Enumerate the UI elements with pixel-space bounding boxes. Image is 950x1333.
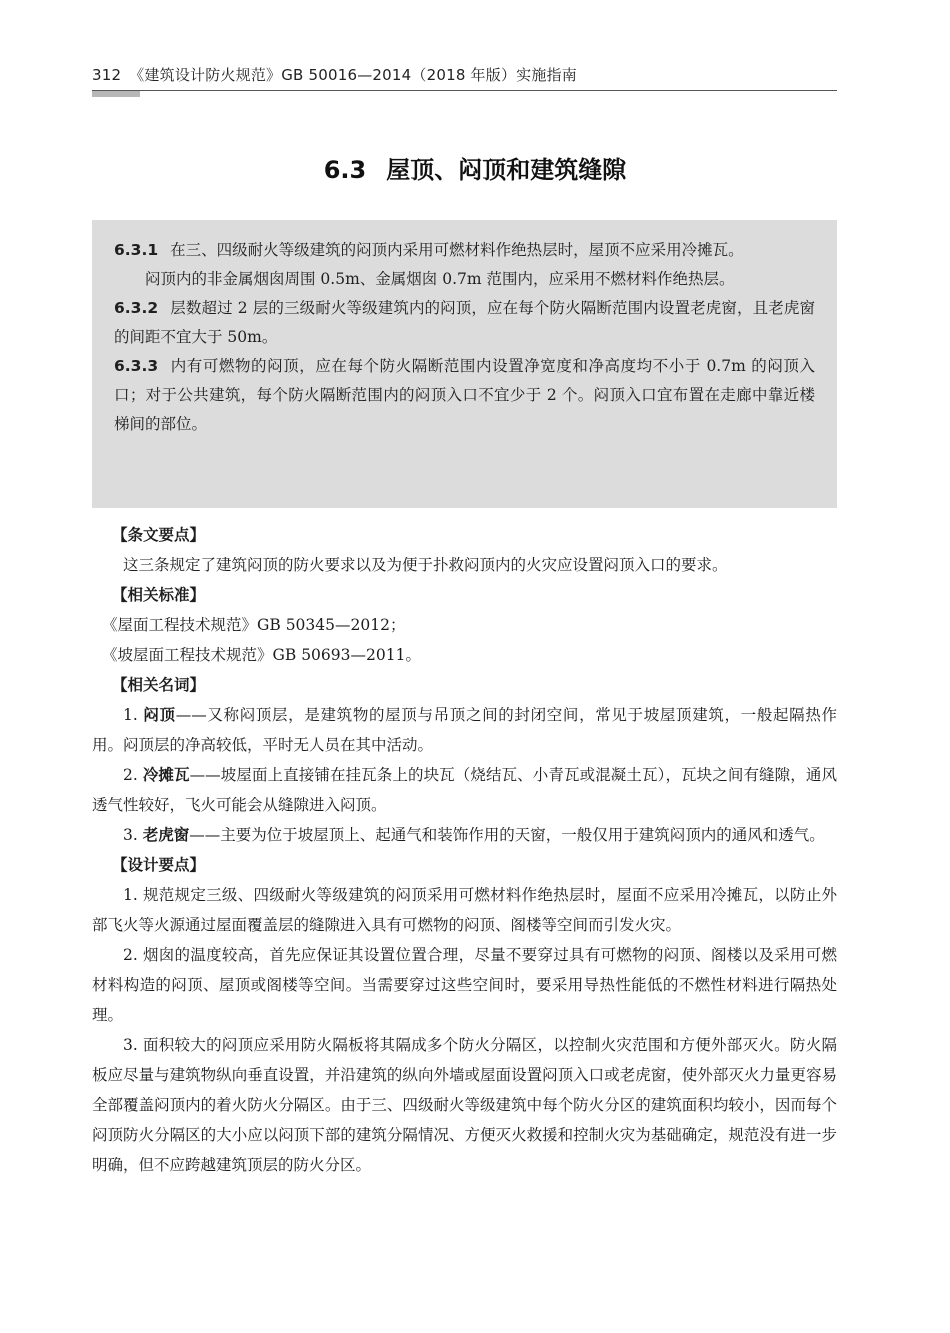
related-terms-heading: 【相关名词】 (112, 676, 206, 694)
term-prefix: 1. (123, 706, 138, 724)
clause-text: 闷顶内的非金属烟囱周围 0.5m、金属烟囱 0.7m 范围内，应采用不燃材料作绝热层。 (145, 270, 735, 288)
term-definition: ——又称闷顶层，是建筑物的屋顶与吊顶之间的封闭空间，常见于坡屋顶建筑，一般起隔热作用。闷顶层的净高较低，平时无人员在其中活动。 (92, 706, 837, 754)
section-title (0, 150, 950, 185)
clause-number: 6.3.1 (114, 241, 159, 259)
section-number: 6.3 (323, 156, 367, 184)
term-item (92, 820, 837, 850)
term-item (92, 760, 837, 820)
related-standards-heading: 【相关标准】 (112, 586, 206, 604)
term-name: 老虎窗 (142, 826, 190, 844)
term-prefix: 2. (123, 766, 138, 784)
section-title-text: 屋顶、闷顶和建筑缝隙 (386, 156, 627, 184)
clause-6-3-1 (114, 236, 815, 265)
term-definition: ——主要为位于坡屋顶上、起通气和装饰作用的天窗，一般仅用于建筑闷顶内的通风和透气。 (189, 826, 825, 844)
design-points-heading: 【设计要点】 (112, 856, 206, 874)
clause-6-3-3 (114, 352, 815, 439)
clause-number: 6.3.2 (114, 299, 159, 317)
clause-box (92, 220, 837, 508)
clause-text: 内有可燃物的闷顶，应在每个防火隔断范围内设置净宽度和净高度均不小于 0.7m 的闷顶入口；对于公共建筑，每个防火隔断范围内的闷顶入口不宜少于 2 个。闷顶入口宜布置在走廊中靠近楼梯间的部位。 (114, 357, 815, 433)
design-point-item: 2. 烟囱的温度较高，首先应保证其设置位置合理，尽量不要穿过具有可燃物的闷顶、阁楼以及采用可燃材料构造的闷顶、屋顶或阁楼等空间。当需要穿过这些空间时，要采用导热性能低的不燃性材料进行隔热处理。 (92, 946, 837, 1024)
related-standard-item: 《屋面工程技术规范》GB 50345—2012； (102, 616, 406, 634)
commentary (92, 520, 837, 1180)
key-points-heading: 【条文要点】 (112, 526, 206, 544)
design-point-item: 3. 面积较大的闷顶应采用防火隔板将其隔成多个防火分隔区，以控制火灾范围和方便外部灭火。防火隔板应尽量与建筑物纵向垂直设置，并沿建筑的纵向外墙或屋面设置闷顶入口或老虎窗，使外部灭火力量更容易全部覆盖闷顶内的着火防火分隔区。由于三、四级耐火等级建筑中每个防火分区的建筑面积均较小，因而每个闷顶防火分隔区的大小应以闷顶下部的建筑分隔情况、方便灭火救援和控制火灾为基础确定，规范没有进一步明确，但不应跨越建筑顶层的防火分区。 (92, 1036, 837, 1174)
clause-text: 在三、四级耐火等级建筑的闷顶内采用可燃材料作绝热层时，屋顶不应采用冷摊瓦。 (170, 241, 744, 259)
clause-6-3-2 (114, 294, 815, 352)
design-point-item: 1. 规范规定三级、四级耐火等级建筑的闷顶采用可燃材料作绝热层时，屋面不应采用冷摊瓦，以防止外部飞火等火源通过屋面覆盖层的缝隙进入具有可燃物的闷顶、阁楼等空间而引发火灾。 (92, 886, 837, 934)
clause-6-3-1-para2 (114, 265, 815, 294)
clause-text: 层数超过 2 层的三级耐火等级建筑内的闷顶，应在每个防火隔断范围内设置老虎窗，且老虎窗的间距不宜大于 50m。 (114, 299, 815, 346)
key-points-text: 这三条规定了建筑闷顶的防火要求以及为便于扑救闷顶内的火灾应设置闷顶入口的要求。 (123, 556, 728, 574)
related-standard-item: 《坡屋面工程技术规范》GB 50693—2011。 (102, 646, 421, 664)
term-name: 冷摊瓦 (142, 766, 190, 784)
term-name: 闷顶 (143, 706, 176, 724)
term-item (92, 700, 837, 760)
term-definition: ——坡屋面上直接铺在挂瓦条上的块瓦（烧结瓦、小青瓦或混凝土瓦），瓦块之间有缝隙，通风透气性较好，飞火可能会从缝隙进入闷顶。 (92, 766, 837, 814)
page-number: 312 (92, 66, 122, 84)
header-rule-mark (92, 91, 140, 97)
running-header (92, 64, 837, 85)
header-rule (92, 90, 837, 91)
term-prefix: 3. (123, 826, 138, 844)
clause-number: 6.3.3 (114, 357, 159, 375)
book-title: 《建筑设计防火规范》GB 50016—2014（2018 年版）实施指南 (129, 66, 577, 84)
